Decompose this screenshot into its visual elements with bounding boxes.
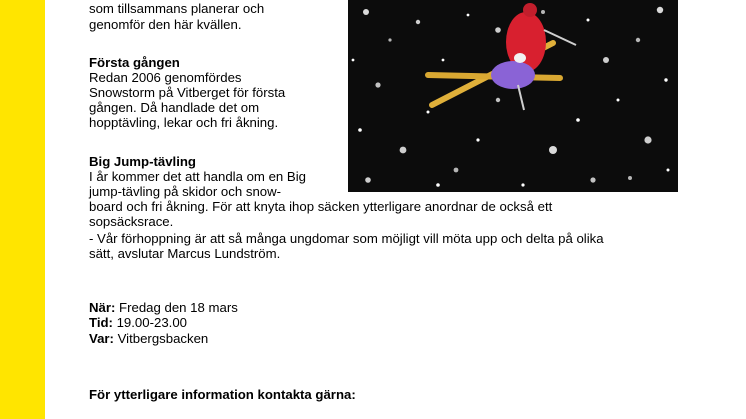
big-jump-line: board och fri åkning. För att knyta ihop säcken ytterligare anordnar de också ett (89, 199, 553, 214)
big-jump-line: - Vår förhoppning är att så många ungdomar som möjligt vill möta upp och delta på olika (89, 231, 604, 246)
place-value: Vitbergsbacken (113, 331, 209, 346)
big-jump-line: jump-tävling på skidor och snow- (89, 184, 282, 199)
event-place (89, 331, 208, 346)
big-jump-line: sopsäcksrace. (89, 214, 174, 229)
when-value: Fredag den 18 mars (115, 300, 238, 315)
skier-figure (428, 3, 576, 110)
first-time-line: Redan 2006 genomfördes (89, 70, 242, 85)
yellow-sidebar-bar (0, 0, 45, 419)
photo-illustration (348, 0, 678, 192)
time-label: Tid: (89, 315, 113, 330)
first-time-line: gången. Då handlade det om (89, 100, 260, 115)
intro-line-1: som tillsammans planerar och (89, 1, 265, 16)
when-label: När: (89, 300, 116, 315)
time-value: 19.00-23.00 (112, 315, 187, 330)
first-time-line: hopptävling, lekar och fri åkning. (89, 115, 279, 130)
contact-heading: För ytterligare information kontakta gärna: (89, 387, 356, 402)
big-jump-line: I år kommer det att handla om en Big (89, 169, 306, 184)
place-label: Var: (89, 331, 114, 346)
event-when (89, 300, 238, 315)
big-jump-line: sätt, avslutar Marcus Lundström. (89, 246, 281, 261)
first-time-heading: Första gången (89, 55, 180, 70)
big-jump-heading: Big Jump-tävling (89, 154, 196, 169)
skier-snowstorm-photo (348, 0, 678, 192)
event-time (89, 315, 187, 330)
intro-line-2: genomför den här kvällen. (89, 17, 242, 32)
first-time-line: Snowstorm på Vitberget för första (89, 85, 286, 100)
